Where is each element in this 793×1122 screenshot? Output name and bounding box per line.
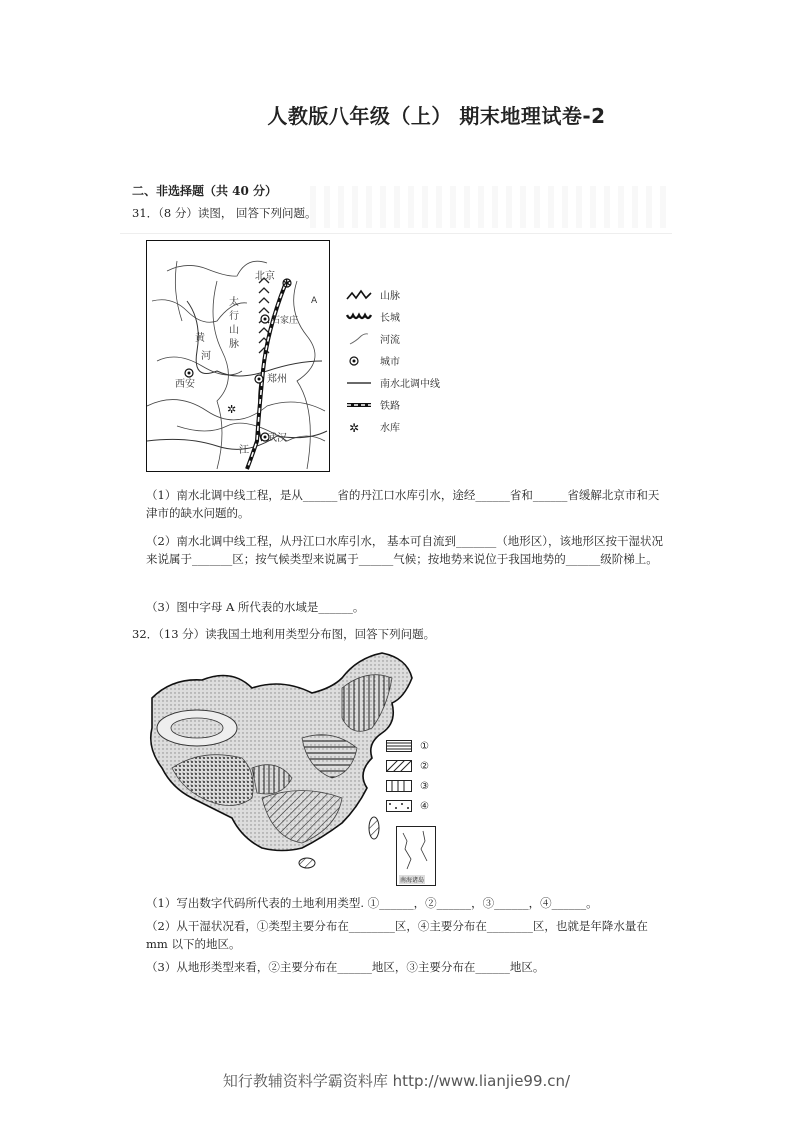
map-label-wuhan: 武汉 <box>267 433 287 444</box>
diagonal-hatch-swatch-icon <box>386 760 412 772</box>
canal-line-icon <box>346 377 372 389</box>
legend-row-reservoir <box>346 419 400 434</box>
dotted-swatch-icon <box>386 800 412 812</box>
legend-label: 城市 <box>380 357 400 368</box>
reservoir-icon: ✲ <box>282 277 292 290</box>
legend-label: ③ <box>420 780 429 792</box>
q32-part-1: （1）写出数字代码所代表的土地利用类型. ①______，②______，③______，④______。 <box>146 896 598 910</box>
q32-part-2: （2）从干湿状况看，①类型主要分布在________区，④主要分布在________区，也就是年降水量在 mm 以下的地区。 <box>146 919 648 951</box>
map-label-a: A <box>311 296 318 306</box>
vertical-hatch-swatch-icon <box>386 780 412 792</box>
legend-label: 铁路 <box>380 401 400 412</box>
great-wall-icon <box>346 311 372 323</box>
city-icon <box>346 355 372 367</box>
inset-map-svg <box>397 827 435 873</box>
page-title: 人教版八年级（上） 期末地理试卷-2 <box>267 104 606 128</box>
q31-map-svg <box>147 241 328 470</box>
legend-row-4 <box>386 800 429 812</box>
scan-artifact <box>310 186 670 228</box>
q31-part-2: （2）南水北调中线工程，从丹江口水库引水， 基本可自流到_______（地形区），该地形区按干湿状况来说属于_______区；按气候类型来说属于______气候；按地势来说位于我国地势的______级阶梯上。 <box>146 534 663 566</box>
legend-row-great-wall <box>346 309 400 324</box>
legend-row-railway <box>346 397 400 412</box>
legend-row-river <box>346 331 400 346</box>
horizontal-hatch-swatch-icon <box>386 740 412 752</box>
railway-icon <box>346 399 372 411</box>
legend-row-3 <box>386 780 429 792</box>
south-china-sea-inset <box>396 826 436 886</box>
map-label-huang: 黄 <box>195 333 205 344</box>
map-label-taihang-1: 太 <box>229 297 239 308</box>
q31-header: 31．（8 分）读图， 回答下列问题。 <box>132 206 317 220</box>
map-label-taihang-3: 山 <box>229 325 239 336</box>
page-footer: 知行教辅资料学霸资料库 http://www.lianjie99.cn/ <box>222 1072 571 1090</box>
map-label-zhengzhou: 郑州 <box>267 374 287 385</box>
legend-row-canal <box>346 375 440 390</box>
legend-label: ① <box>420 740 429 752</box>
map-label-xian: 西安 <box>175 379 195 390</box>
legend-row-1 <box>386 740 429 752</box>
map-label-shijiazhuang: 石家庄 <box>271 316 299 326</box>
mountain-icon <box>346 289 372 301</box>
legend-label: 南水北调中线 <box>380 379 440 390</box>
legend-row-city <box>346 353 400 368</box>
q31-part-3: （3）图中字母 A 所代表的水域是______。 <box>146 600 365 614</box>
q32-legend <box>386 740 446 820</box>
q31-map <box>146 240 330 472</box>
svg-text:✲: ✲ <box>349 420 360 433</box>
map-label-taihang-2: 行 <box>229 311 239 322</box>
map-label-he: 河 <box>201 351 211 362</box>
legend-label: 河流 <box>380 335 400 346</box>
q32-part-3: （3）从地形类型来看，②主要分布在______地区，③主要分布在______地区。 <box>146 960 545 974</box>
reservoir-icon <box>346 421 372 433</box>
legend-row-2 <box>386 760 429 772</box>
legend-label: ② <box>420 760 429 772</box>
section-heading: 二、非选择题（共 40 分） <box>132 184 278 198</box>
legend-label: 山脉 <box>380 291 400 302</box>
q32-header: 32．（13 分）读我国土地利用类型分布图，回答下列问题。 <box>132 627 436 641</box>
reservoir-icon: ✲ <box>227 403 237 416</box>
legend-row-mountain <box>346 287 400 302</box>
legend-label: 水库 <box>380 423 400 434</box>
legend-label: ④ <box>420 800 429 812</box>
map-label-beijing: 北京 <box>255 271 275 282</box>
inset-label: 南海诸岛 <box>400 877 425 884</box>
scan-line <box>120 233 672 234</box>
legend-label: 长城 <box>380 313 400 324</box>
q31-legend <box>346 287 476 447</box>
river-icon <box>346 333 372 345</box>
q31-part-1: （1）南水北调中线工程，是从______省的丹江口水库引水，途经______省和______省缓解北京市和天津市的缺水问题的。 <box>146 488 660 520</box>
map-label-taihang-4: 脉 <box>229 339 239 350</box>
map-label-jiang: 江 <box>239 445 249 456</box>
